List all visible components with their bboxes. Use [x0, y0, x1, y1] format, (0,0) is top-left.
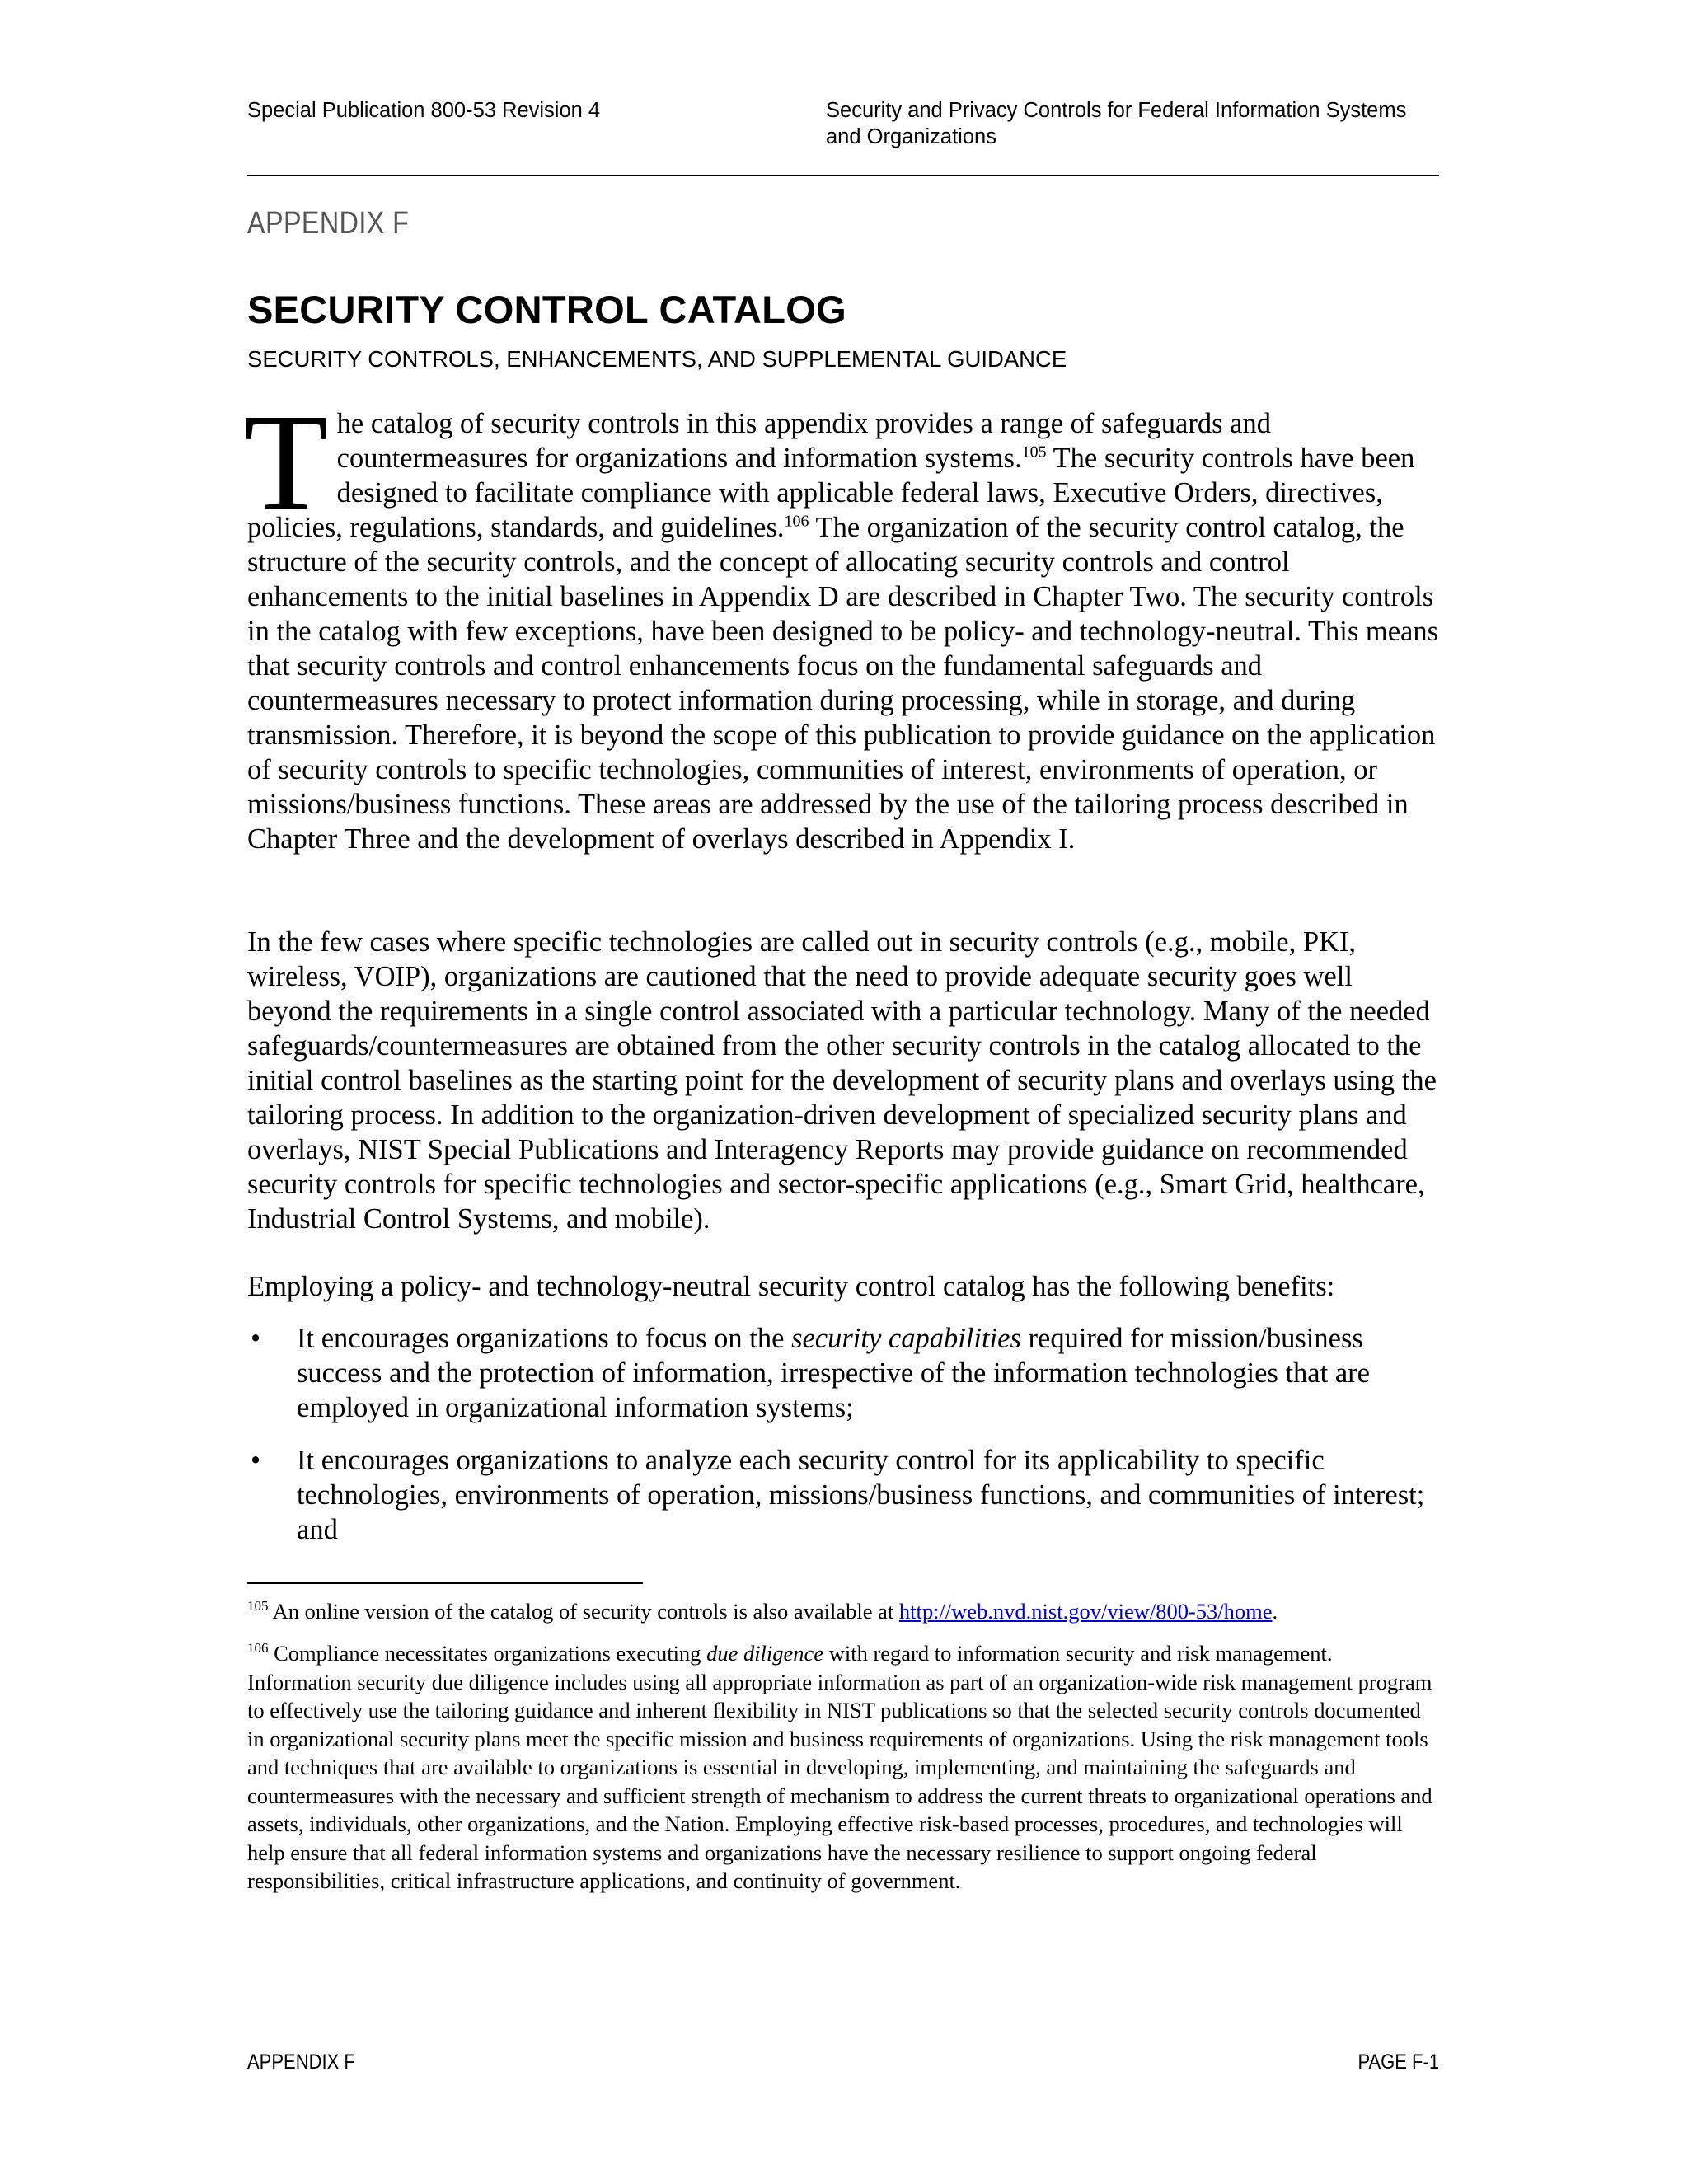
footnote-text-end: . [1272, 1599, 1278, 1624]
footnote-text: Compliance necessitates organizations executing [268, 1641, 707, 1666]
footnote-text: An online version of the catalog of security controls is also available at [268, 1599, 899, 1624]
list-item [247, 1443, 1439, 1547]
running-header-right-line2: and Organizations [826, 125, 996, 148]
drop-cap: T [244, 386, 329, 539]
benefits-list [247, 1321, 1439, 1565]
footnote-106 [247, 1639, 1439, 1896]
paragraph-technologies: In the few cases where specific technologies are called out in security controls (e.g., mobile, PKI, wireless, VOIP), organizations are cautioned that the need to provide adequate security goes well beyond the requirements in a single control associated with a particular technology. Many of the needed safeguards/countermeasures are obtained from the other security controls in the catalog allocated to the initial control baselines as the starting point for the development of security plans and overlays using the tailoring process. In addition to the organization-driven development of specialized security plans and overlays, NIST Special Publications and Interagency Reports may provide guidance on recommended security controls for specific technologies and sector-specific applications (e.g., Smart Grid, healthcare, Industrial Control Systems, and mobile). [247, 926, 1437, 1235]
footnote-ref-105[interactable]: 105 [1021, 443, 1047, 462]
footnote-emphasis: due diligence [706, 1641, 824, 1666]
footnote-text: with regard to information security and risk management. Information security due diligence includes using all appropriate information as part of an organization-wide risk management program to effectively use the tailoring guidance and inherent flexibility in NIST publications so that the selected security controls documented in organizational security plans meet the specific mission and business requirements of organizations. Using the risk management tools and techniques that are available to organizations is essential in developing, implementing, and maintaining the safeguards and countermeasures with the necessary and sufficient strength of mechanism to address the current threats to organizational operations and assets, individuals, other organizations, and the Nation. Employing effective risk-based processes, procedures, and technologies will help ensure that all federal information systems and organizations have the necessary resilience to support ongoing federal responsibilities, critical infrastructure applications, and continuity of government. [247, 1641, 1432, 1893]
running-header-right-line1: Security and Privacy Controls for Federal Information Systems [826, 99, 1407, 122]
bullet-emphasis: security capabilities [791, 1323, 1021, 1354]
bullet-icon: • [251, 1323, 261, 1354]
footnote-number: 106 [247, 1640, 269, 1657]
nvd-catalog-link[interactable]: http://web.nvd.nist.gov/view/800-53/home [898, 1599, 1273, 1624]
footnote-number: 105 [247, 1598, 269, 1615]
footnote-ref-106[interactable]: 106 [784, 512, 809, 531]
footnote-105 [247, 1597, 1442, 1626]
bullet-text: required for mission/business success and the protection of information, irrespective of the information technologies that are employed in organizational information systems; [297, 1323, 1370, 1423]
paragraph-benefits-intro: Employing a policy- and technology-neutral security control catalog has the following benefits: [247, 1271, 1335, 1302]
header-divider [247, 175, 1439, 176]
intro-text-part1: he catalog of security controls in this appendix provides a range of safeguards and countermeasures for organizations and information systems. [336, 408, 1271, 474]
intro-paragraph [244, 386, 1439, 856]
running-header-right [826, 97, 1452, 150]
page-number: PAGE F-1 [1357, 2050, 1439, 2074]
footnote-divider [247, 1582, 643, 1584]
bullet-text: It encourages organizations to focus on the [297, 1323, 792, 1354]
intro-text-part2: The security controls have been designed to facilitate compliance with applicable federal laws, Executive Orders, directives, policies, regulations, standards, and guidelines. [247, 443, 1415, 543]
running-footer-left: APPENDIX F [247, 2050, 355, 2074]
running-header-left: Special Publication 800-53 Revision 4 [247, 99, 601, 122]
appendix-label: APPENDIX F [247, 206, 410, 241]
bullet-icon: • [251, 1445, 261, 1476]
bullet-text: It encourages organizations to analyze each security control for its applicability to specific technologies, environments of operation, missions/business functions, and communities of interest; and [297, 1445, 1425, 1545]
page-subtitle: SECURITY CONTROLS, ENHANCEMENTS, AND SUPPLEMENTAL GUIDANCE [247, 346, 1067, 372]
page-title: SECURITY CONTROL CATALOG [247, 288, 847, 331]
list-item [247, 1321, 1439, 1425]
intro-text-part3: The organization of the security control catalog, the structure of the security controls, and the concept of allocating security controls and control enhancements to the initial baselines in Appendix D are described in Chapter Two. The security controls in the catalog with few exceptions, have been designed to be policy- and technology-neutral. This means that security controls and control enhancements focus on the fundamental safeguards and countermeasures necessary to protect information during processing, while in storage, and during transmission. Therefore, it is beyond the scope of this publication to provide guidance on the application of security controls to specific technologies, communities of interest, environments of operation, or missions/business functions. These areas are addressed by the use of the tailoring process described in Chapter Three and the development of overlays described in Appendix I. [247, 512, 1439, 855]
